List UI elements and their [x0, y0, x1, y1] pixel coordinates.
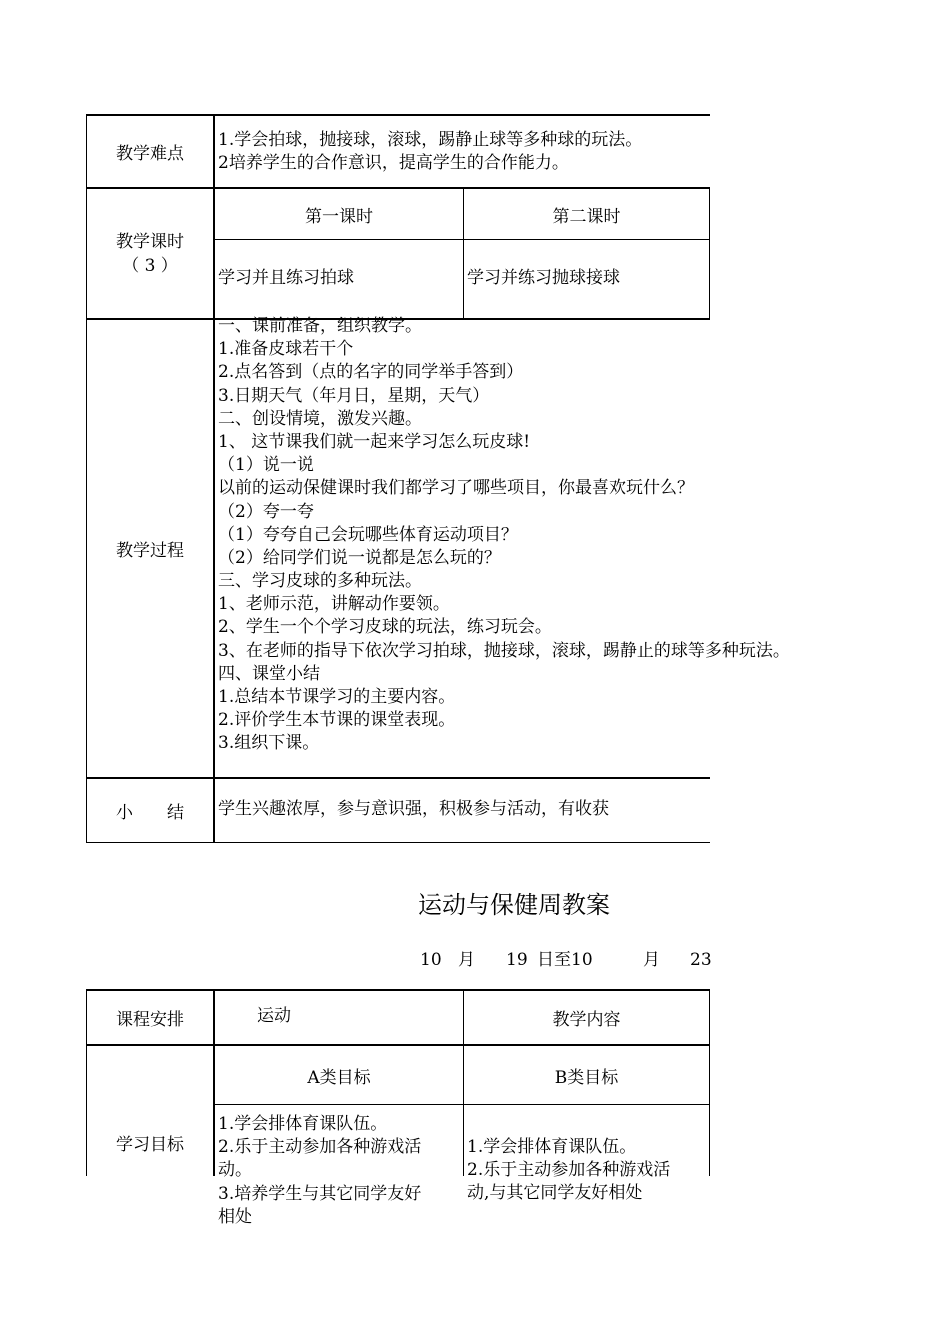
difficulty-content — [218, 129, 642, 175]
difficulty-line: 2培养学生的合作意识，提高学生的合作能力。 — [218, 153, 569, 174]
process-line: 三、学习皮球的多种玩法。 — [218, 571, 422, 592]
periods-count: （ 3 ） — [122, 255, 178, 276]
process-line: 3.日期天气（年月日，星期，天气） — [218, 385, 490, 406]
date-day-start: 19 — [506, 950, 528, 970]
date-month-start: 10 — [420, 950, 442, 970]
process-line: 1、 这节课我们就一起来学习怎么玩皮球! — [218, 431, 531, 452]
course-label: 课程安排 — [116, 1010, 184, 1030]
date-range-mid: 日至10 — [537, 950, 593, 970]
period-2-content: 学习并练习抛球接球 — [467, 268, 620, 288]
process-line: 以前的运动保健课时我们都学习了哪些项目，你最喜欢玩什么？ — [218, 478, 694, 499]
table1-bottom-border — [86, 842, 710, 843]
process-line: （1）说一说 — [218, 455, 314, 476]
a-goals-line: 相处 — [218, 1206, 252, 1227]
b-goals-content — [467, 1136, 670, 1206]
a-goals-content — [218, 1113, 421, 1229]
date-month-label-2: 月 — [643, 950, 660, 970]
process-line: 1、老师示范，讲解动作要领。 — [218, 594, 450, 615]
periods-label — [87, 189, 213, 318]
table2-goals-header-border — [214, 1104, 710, 1105]
period-1-content: 学习并且练习拍球 — [218, 268, 354, 288]
process-line: 1.准备皮球若干个 — [218, 339, 354, 360]
process-line: 3.组织下课。 — [218, 733, 320, 754]
a-goals-line: 动。 — [218, 1160, 252, 1181]
process-line: 一、课前准备，组织教学。 — [218, 316, 422, 336]
periods-label-text: 教学课时 — [116, 231, 184, 252]
process-line: 二、创设情境，激发兴趣。 — [218, 408, 422, 429]
b-goals-line: 动,与其它同学友好相处 — [467, 1183, 643, 1204]
page-title: 运动与保健周教案 — [418, 891, 610, 919]
process-line: （2）给同学们说一说都是怎么玩的？ — [218, 547, 501, 568]
table2-right-border — [709, 989, 710, 1176]
content-label: 教学内容 — [552, 1010, 621, 1030]
table1-periods-header-border — [214, 239, 710, 240]
difficulty-line: 1.学会拍球，抛接球，滚球，踢静止球等多种球的玩法。 — [218, 130, 643, 150]
course-value: 运动 — [257, 1006, 291, 1026]
process-content — [218, 315, 790, 756]
process-line: 3、在老师的指导下依次学习拍球，抛接球，滚球，踢静止的球等多种玩法。 — [218, 640, 790, 661]
process-line: 2.评价学生本节课的课堂表现。 — [218, 710, 456, 731]
date-day-end: 23 — [690, 950, 712, 970]
a-goals-line: 3.培养学生与其它同学友好 — [218, 1183, 422, 1204]
b-goals-header: B类目标 — [554, 1067, 619, 1088]
summary-label: 小 结 — [116, 803, 184, 823]
a-goals-line: 1.学会排体育课队伍。 — [218, 1114, 388, 1134]
period-2-header: 第二课时 — [552, 206, 621, 227]
b-goals-line: 2.乐于主动参加各种游戏活 — [467, 1160, 671, 1181]
table1-periods-right-border — [709, 187, 710, 319]
a-goals-header: A类目标 — [307, 1067, 371, 1088]
b-goals-line: 1.学会排体育课队伍。 — [467, 1137, 637, 1157]
a-goals-line: 2.乐于主动参加各种游戏活 — [218, 1137, 422, 1158]
period-1-header: 第一课时 — [305, 206, 373, 227]
process-line: （2）夸一夸 — [218, 501, 314, 522]
goals-label: 学习目标 — [116, 1134, 184, 1155]
process-line: 2.点名答到（点的名字的同学举手答到） — [218, 362, 524, 383]
process-line: 1.总结本节课学习的主要内容。 — [218, 687, 456, 707]
process-line: 2、学生一个个学习皮球的玩法，练习玩会。 — [218, 617, 552, 638]
date-month-label-1: 月 — [458, 950, 475, 970]
process-line: （1）夸夸自己会玩哪些体育运动项目？ — [218, 524, 518, 545]
difficulty-label: 教学难点 — [116, 144, 184, 164]
process-label: 教学过程 — [116, 541, 184, 561]
process-line: 四、课堂小结 — [218, 663, 320, 684]
summary-content: 学生兴趣浓厚，参与意识强，积极参与活动，有收获 — [218, 799, 609, 819]
